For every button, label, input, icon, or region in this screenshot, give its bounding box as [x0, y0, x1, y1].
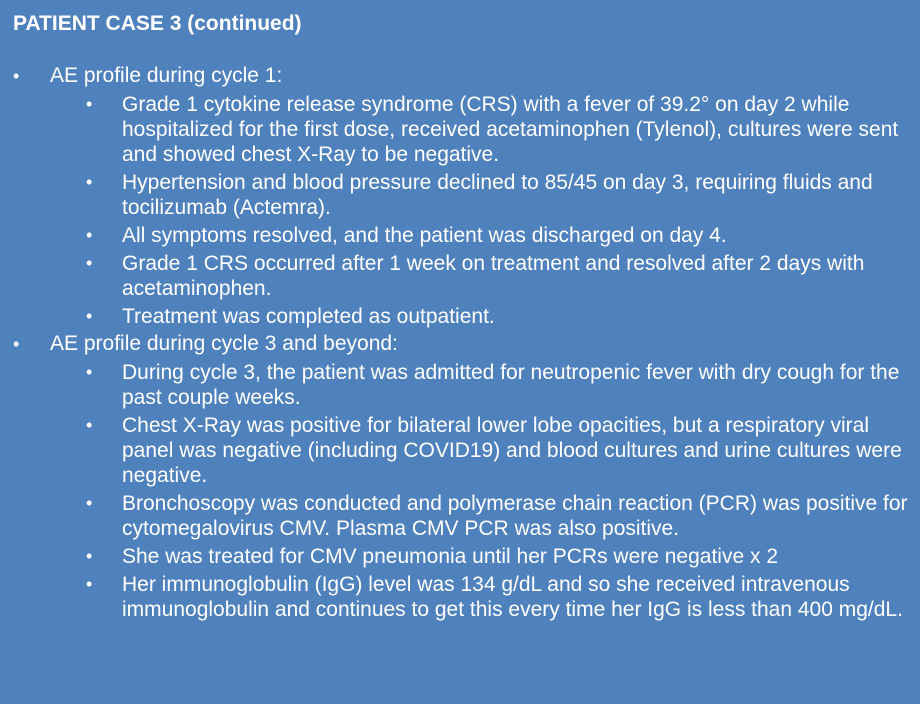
- list-item: [50, 302, 920, 330]
- item-text: Treatment was completed as outpatient.: [122, 305, 495, 328]
- section-label: AE profile during cycle 1:: [50, 64, 283, 87]
- item-text: Bronchoscopy was conducted and polymerase chain reaction (PCR) was positive for cytomegalovirus CMV. Plasma CMV PCR was also positive.: [122, 492, 908, 540]
- list-item: [50, 221, 920, 249]
- bullet-icon: •: [86, 94, 93, 114]
- section-cycle-3: [13, 330, 920, 623]
- list-item: [50, 489, 920, 542]
- list-item: [50, 542, 920, 570]
- list-item: [50, 249, 920, 302]
- item-text: Grade 1 cytokine release syndrome (CRS) with a fever of 39.2° on day 2 while hospitalized for the first dose, received acetaminophen (Tylenol), cultures were sent and showed chest X-Ray to be negative.: [122, 93, 899, 166]
- item-text: Chest X-Ray was positive for bilateral lower lobe opacities, but a respiratory viral panel was negative (including COVID19) and blood cultures and urine cultures were negative.: [122, 414, 902, 487]
- item-text: Hypertension and blood pressure declined to 85/45 on day 3, requiring fluids and tocilizumab (Actemra).: [122, 171, 873, 219]
- item-text: She was treated for CMV pneumonia until her PCRs were negative x 2: [122, 545, 778, 568]
- list-item: [50, 411, 920, 489]
- bullet-icon: •: [86, 415, 93, 435]
- list-item: [50, 90, 920, 168]
- bullet-icon: •: [13, 334, 20, 354]
- section-items: [50, 358, 920, 623]
- item-text: During cycle 3, the patient was admitted for neutropenic fever with dry cough for the past couple weeks.: [122, 361, 900, 409]
- bullet-icon: •: [86, 546, 93, 566]
- bullet-icon: •: [86, 306, 93, 326]
- section-list: [13, 62, 920, 623]
- list-item: [50, 168, 920, 221]
- section-cycle-1: [13, 62, 920, 330]
- bullet-icon: •: [13, 66, 20, 86]
- bullet-icon: •: [86, 172, 93, 192]
- list-item: [50, 358, 920, 411]
- section-label: AE profile during cycle 3 and beyond:: [50, 332, 398, 355]
- bullet-icon: •: [86, 253, 93, 273]
- bullet-icon: •: [86, 574, 93, 594]
- slide-title: PATIENT CASE 3 (continued): [13, 12, 302, 35]
- section-items: [50, 90, 920, 330]
- bullet-icon: •: [86, 225, 93, 245]
- item-text: Her immunoglobulin (IgG) level was 134 g/dL and so she received intravenous immunoglobulin and continues to get this every time her IgG is less than 400 mg/dL.: [122, 573, 903, 621]
- list-item: [50, 570, 920, 623]
- bullet-icon: •: [86, 362, 93, 382]
- item-text: All symptoms resolved, and the patient was discharged on day 4.: [122, 224, 727, 247]
- item-text: Grade 1 CRS occurred after 1 week on treatment and resolved after 2 days with acetaminophen.: [122, 252, 865, 300]
- bullet-icon: •: [86, 493, 93, 513]
